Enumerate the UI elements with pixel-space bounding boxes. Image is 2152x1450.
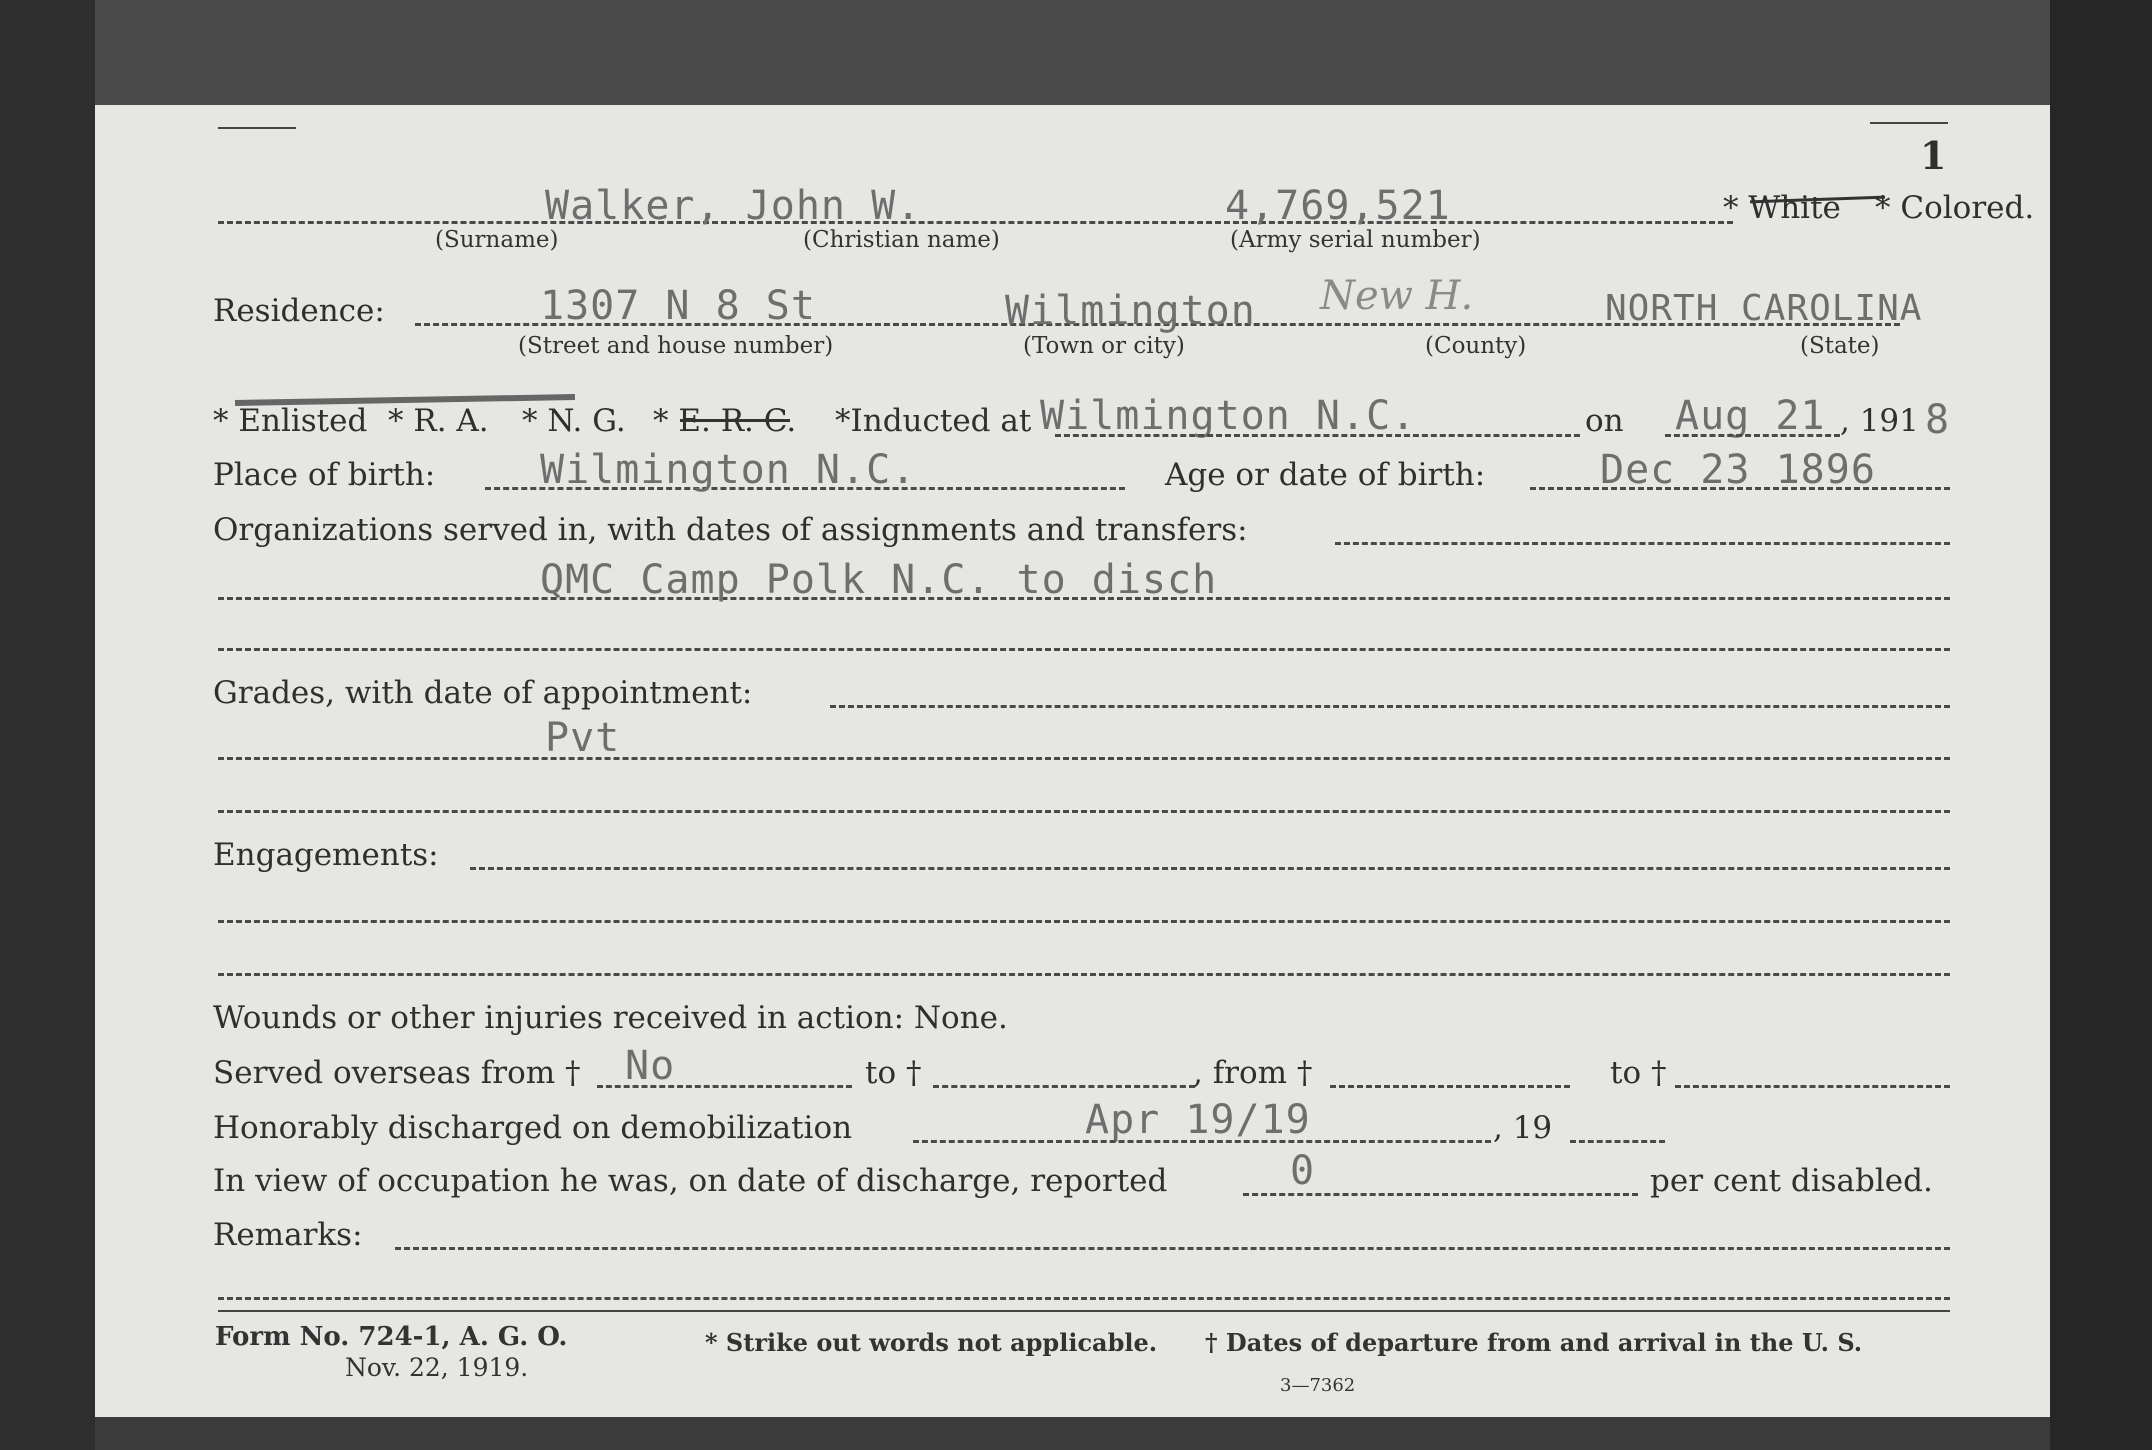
inducted-date: Aug 21: [1675, 393, 1826, 439]
erc-option: * E. R. C.: [653, 403, 797, 439]
inducted-on-label: on: [1585, 403, 1624, 439]
residence-label: Residence:: [213, 293, 385, 329]
residence-street: 1307 N 8 St: [540, 283, 816, 329]
grades-label: Grades, with date of appointment:: [213, 675, 753, 711]
grades-value: Pvt: [545, 715, 621, 761]
engagements-label: Engagements:: [213, 837, 439, 873]
christian-name-caption: (Christian name): [803, 227, 1000, 253]
birth-place: Wilmington N.C.: [540, 447, 917, 493]
inducted-dash-line: [1055, 434, 1580, 437]
place-of-birth-label: Place of birth:: [213, 457, 436, 493]
discharge-dash-line: [913, 1140, 1491, 1143]
print-code: 3—7362: [1280, 1375, 1356, 1396]
ng-option: * N. G.: [522, 403, 626, 439]
disability-label: In view of occupation he was, on date of discharge, reported: [213, 1163, 1168, 1199]
organizations-label: Organizations served in, with dates of assignments and transfers:: [213, 512, 1248, 548]
wounds-label: Wounds or other injuries received in action: None.: [213, 1000, 1008, 1036]
county-caption: (County): [1425, 333, 1527, 359]
overseas-from-value: No: [625, 1043, 676, 1089]
form-date: Nov. 22, 1919.: [345, 1353, 529, 1382]
organizations-dash-line-1: [1335, 542, 1950, 545]
city-caption: (Town or city): [1023, 333, 1185, 359]
overseas-from2-dash-line: [1330, 1085, 1570, 1088]
disability-suffix: per cent disabled.: [1650, 1163, 1933, 1199]
service-record-card: [95, 105, 2050, 1417]
scan-background-left: [0, 0, 95, 1450]
remarks-label: Remarks:: [213, 1217, 363, 1253]
race-white-option: * White: [1723, 190, 1841, 226]
scan-background-right: [2050, 0, 2152, 1450]
organizations-value: QMC Camp Polk N.C. to disch: [540, 557, 1218, 603]
footer-rule: [218, 1310, 1950, 1312]
street-caption: (Street and house number): [518, 333, 834, 359]
engagements-dash-line-1: [470, 867, 1950, 870]
overseas-to2-label: to †: [1610, 1055, 1667, 1091]
overseas-to-dash-line: [933, 1085, 1195, 1088]
overseas-from2-label: , from †: [1193, 1055, 1313, 1091]
engagements-dash-line-3: [218, 973, 1950, 976]
overseas-to-label: to †: [865, 1055, 922, 1091]
age-label: Age or date of birth:: [1165, 457, 1486, 493]
army-serial-caption: (Army serial number): [1230, 227, 1481, 253]
residence-city: Wilmington: [1005, 288, 1256, 334]
surname-caption: (Surname): [435, 227, 559, 253]
residence-county: New H.: [1320, 273, 1474, 319]
ra-option: * R. A.: [388, 403, 489, 439]
inducted-year-prefix: , 191: [1840, 403, 1919, 439]
state-caption: (State): [1800, 333, 1880, 359]
disability-dash-line: [1243, 1193, 1638, 1196]
served-overseas-label: Served overseas from †: [213, 1055, 581, 1091]
discharge-year-dash-line: [1570, 1140, 1665, 1143]
strike-out-note: * Strike out words not applicable.: [705, 1328, 1158, 1357]
inducted-date-dash-line: [1665, 434, 1840, 437]
disability-value: 0: [1290, 1148, 1316, 1194]
remarks-dash-line-1: [395, 1247, 1950, 1250]
grades-dash-line-3: [218, 810, 1950, 813]
army-serial-number: 4,769,521: [1225, 183, 1451, 229]
remarks-dash-line-2: [218, 1297, 1950, 1300]
dates-note: † Dates of departure from and arrival in the U. S.: [1205, 1328, 1863, 1357]
overseas-to2-dash-line: [1675, 1085, 1950, 1088]
grades-dash-line-1: [830, 705, 1950, 708]
card-number: 1: [1920, 133, 1947, 178]
inducted-place: Wilmington N.C.: [1040, 393, 1417, 439]
residence-state: NORTH CAROLINA: [1605, 288, 1923, 329]
scan-background-top: [95, 0, 2050, 105]
engagements-dash-line-2: [218, 920, 1950, 923]
organizations-dash-line-3: [218, 648, 1950, 651]
birth-date: Dec 23 1896: [1600, 447, 1876, 493]
overseas-from-dash-line: [597, 1085, 852, 1088]
top-left-mark: [218, 127, 296, 129]
grades-dash-line-2: [218, 757, 1950, 760]
discharge-label: Honorably discharged on demobilization: [213, 1110, 853, 1146]
inducted-year-digit: 8: [1925, 397, 1951, 443]
race-colored-option: * Colored.: [1875, 190, 2035, 226]
soldier-name: Walker, John W.: [545, 183, 922, 229]
erc-strike: [680, 419, 790, 422]
inducted-label: *Inducted at: [835, 403, 1032, 439]
name-dash-line: [218, 221, 1733, 224]
discharge-date: Apr 19/19: [1085, 1097, 1311, 1143]
enlisted-option: * Enlisted: [213, 403, 368, 439]
discharge-year-label: , 19: [1493, 1110, 1553, 1146]
form-number: Form No. 724-1, A. G. O.: [215, 1322, 568, 1352]
top-right-mark: [1870, 122, 1948, 124]
